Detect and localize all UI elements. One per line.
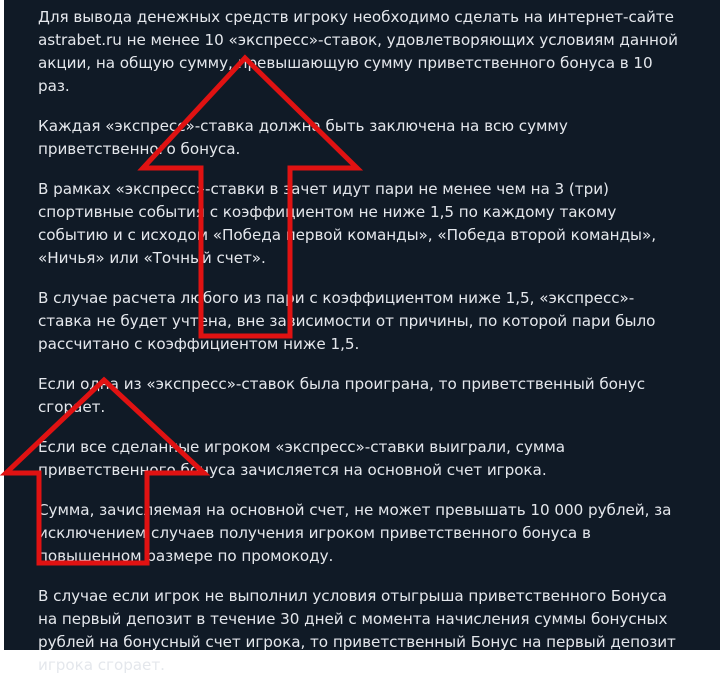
- paragraph-won-bets: Если все сделанные игроком «экспресс»-ставки выиграли, сумма приветственного бонуса зачисляется на основной счет игрока.: [38, 438, 565, 479]
- paragraph-lost-bet: Если одна из «экспресс»-ставок была проиграна, то приветственный бонус сгорает.: [38, 375, 646, 416]
- paragraph-express-bet-events: В рамках «экспресс»-ставки в зачет идут пари не менее чем на 3 (три) спортивные события с коэффициентом не ниже 1,5 по каждому такому событию и с исходом «Победа первой команды», «Победа второй команды», «Ничья» или «Точный счет».: [38, 180, 656, 267]
- paragraph-bonus-expiry: В случае если игрок не выполнил условия отыгрыша приветственного Бонуса на первый депозит в течение 30 дней с момента начисления суммы бонусных рублей на бонусный счет игрока, то приветственный Бонус на первый депозит игрока сгорает.: [38, 587, 676, 674]
- article-body: [38, 6, 678, 694]
- paragraph-withdrawal-conditions: Для вывода денежных средств игроку необходимо сделать на интернет-сайте astrabet.ru не менее 10 «экспресс»-ставок, удовлетворяющих условиям данной акции, на общую сумму, превышающую сумму приветственного бонуса в 10 раз.: [38, 8, 678, 95]
- paragraph-express-bet-amount: Каждая «экспресс»-ставка должна быть заключена на всю сумму приветственного бонуса.: [38, 117, 568, 158]
- paragraph-low-coefficient: В случае расчета любого из пари с коэффициентом ниже 1,5, «экспресс»-ставка не будет учтена, вне зависимости от причины, по которой пари было рассчитано с коэффициентом ниже 1,5.: [38, 289, 656, 353]
- text-panel: [4, 0, 720, 674]
- paragraph-max-amount: Сумма, зачисляемая на основной счет, не может превышать 10 000 рублей, за исключением случаев получения игроком приветственного бонуса в повышенном размере по промокоду.: [38, 501, 672, 565]
